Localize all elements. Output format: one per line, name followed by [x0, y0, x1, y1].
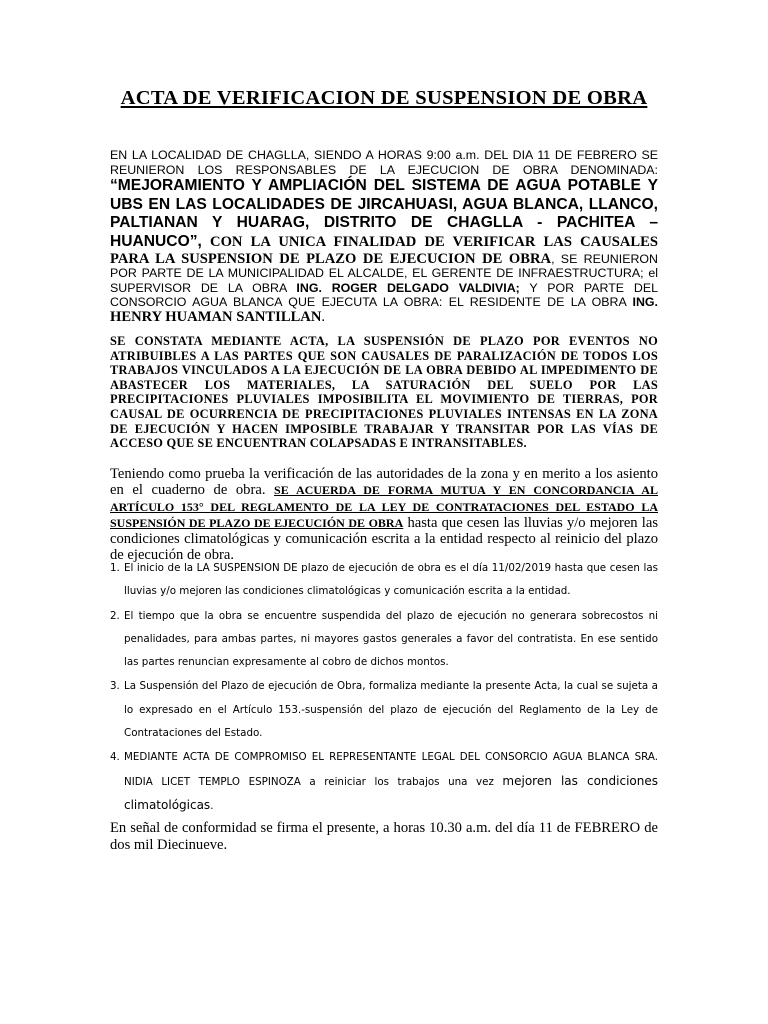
- intro-paragraph: [110, 148, 658, 325]
- list-item: [110, 675, 658, 745]
- prueba-paragraph: [110, 466, 658, 564]
- list-item-number: 1.: [110, 562, 120, 574]
- list-item: [110, 605, 658, 675]
- supervisor-name: ING. ROGER DELGADO VALDIVIA;: [296, 280, 520, 295]
- agreement-list: [110, 557, 658, 819]
- project-name: “MEJORAMIENTO Y AMPLIACIÓN DEL SISTEMA DE AGUA POTABLE Y UBS EN LAS LOCALIDADES DE JIRCAHUASI, AGUA BLANCA, LLANCO, PALTIANAN Y HUARAG, DISTRITO DE CHAGLLA - PACHITEA – HUANUCO”,: [110, 177, 658, 250]
- list-item-text: La Suspensión del Plazo de ejecución de Obra, formaliza mediante la presente Acta, la cual se sujeta a lo expresado en el Artículo 153.-suspensión del plazo de ejecución del Reglamento de la Ley de Contrataciones del Estado.: [124, 680, 658, 740]
- constata-paragraph: SE CONSTATA MEDIANTE ACTA, LA SUSPENSIÓN DE PLAZO POR EVENTOS NO ATRIBUIBLES A LAS PARTES QUE SON CAUSALES DE PARALIZACIÓN DE TODOS LOS TRABAJOS VINCULADOS A LA EJECUCIÓN DE LA OBRA DEBIDO AL IMPEDIMENTO DE ABASTECER LOS MATERIALES, LA SATURACIÓN DEL SUELO POR LAS PRECIPITACIONES PLUVIALES IMPOSIBILITA EL MOVIMIENTO DE TIERRAS, POR CAUSAL DE OCURRENCIA DE PRECIPITACIONES PLUVIALES INTENSAS EN LA ZONA DE EJECUCIÓN Y HACEN IMPOSIBLE TRABAJAR Y TRANSITAR POR LAS VÍAS DE ACCESO QUE SE ENCUENTRAN COLAPSADAS E INTRANSITABLES.: [110, 334, 658, 451]
- list-item: [110, 557, 658, 604]
- intro-text: EN LA LOCALIDAD DE CHAGLLA, SIENDO A HORAS 9:00 a.m. DEL DIA 11 DE FEBRERO SE REUNIERON LOS RESPONSABLES DE LA EJECUCION DE OBRA DENOMINADA:: [110, 148, 658, 177]
- list-item-number: 4.: [110, 751, 120, 764]
- document-title: ACTA DE VERIFICACION DE SUSPENSION DE OBRA: [120, 87, 648, 109]
- purpose-text: CON LA UNICA FINALIDAD DE VERIFICAR LAS CAUSALES PARA LA SUSPENSION DE PLAZO DE EJECUCION DE OBRA: [110, 233, 658, 267]
- closing-paragraph: En señal de conformidad se firma el presente, a horas 10.30 a.m. del día 11 de FEBRERO de dos mil Diecinueve.: [110, 820, 658, 853]
- list-item-emphasis: mejoren las condiciones climatológicas: [124, 773, 659, 812]
- agreement-text: SE ACUERDA DE FORMA MUTUA Y EN CONCORDANCIA AL ARTÍCULO 153° DEL REGLAMENTO DE LA LEY DE CONTRATACIONES DEL ESTADO LA SUSPENSIÓN DE PLAZO DE EJECUCIÓN DE OBRA: [110, 483, 658, 530]
- list-item-end: .: [210, 799, 214, 812]
- list-item-text: El inicio de la LA SUSPENSION DE plazo de ejecución de obra es el día 11/02/2019 hasta que cesen las lluvias y/o mejoren las condiciones climatológicas y comunicación escrita a la entidad.: [124, 562, 658, 598]
- prueba-text-2: hasta que cesen las lluvias y/o mejoren las condiciones climatológicas y comunicación escrita a la entidad respecto al reinicio del plazo de ejecución de obra.: [110, 514, 658, 564]
- intro-text-3: Y POR PARTE DEL CONSORCIO AGUA BLANCA QUE EJECUTA LA OBRA: EL RESIDENTE DE LA OBRA: [110, 280, 658, 310]
- list-item-number: 2.: [110, 609, 120, 622]
- resident-name: HENRY HUAMAN SANTILLAN: [110, 308, 322, 325]
- resident-prefix: ING.: [632, 295, 658, 310]
- intro-text-2: , SE REUNIERON POR PARTE DE LA MUNICIPALIDAD EL ALCALDE, EL GERENTE DE INFRAESTRUCTURA; el SUPERVISOR DE LA OBRA: [110, 251, 658, 295]
- list-item: [110, 746, 658, 818]
- list-item-number: 3.: [110, 680, 120, 693]
- list-item-text: MEDIANTE ACTA DE COMPROMISO EL REPRESENTANTE LEGAL DEL CONSORCIO AGUA BLANCA SRA. NIDIA LICET TEMPLO ESPINOZA a reiniciar los trabajos una vez: [124, 751, 658, 788]
- intro-end: .: [321, 308, 326, 325]
- list-item-text: El tiempo que la obra se encuentre suspendida del plazo de ejecución no generara sobrecostos ni penalidades, para ambas partes, ni mayores gastos generales a favor del contratista. En ese sentido las partes renuncian expresamente al cobro de dichos montos.: [124, 609, 658, 669]
- prueba-text: Teniendo como prueba la verificación de las autoridades de la zona y en merito a los asiento en el cuaderno de obra.: [110, 466, 658, 499]
